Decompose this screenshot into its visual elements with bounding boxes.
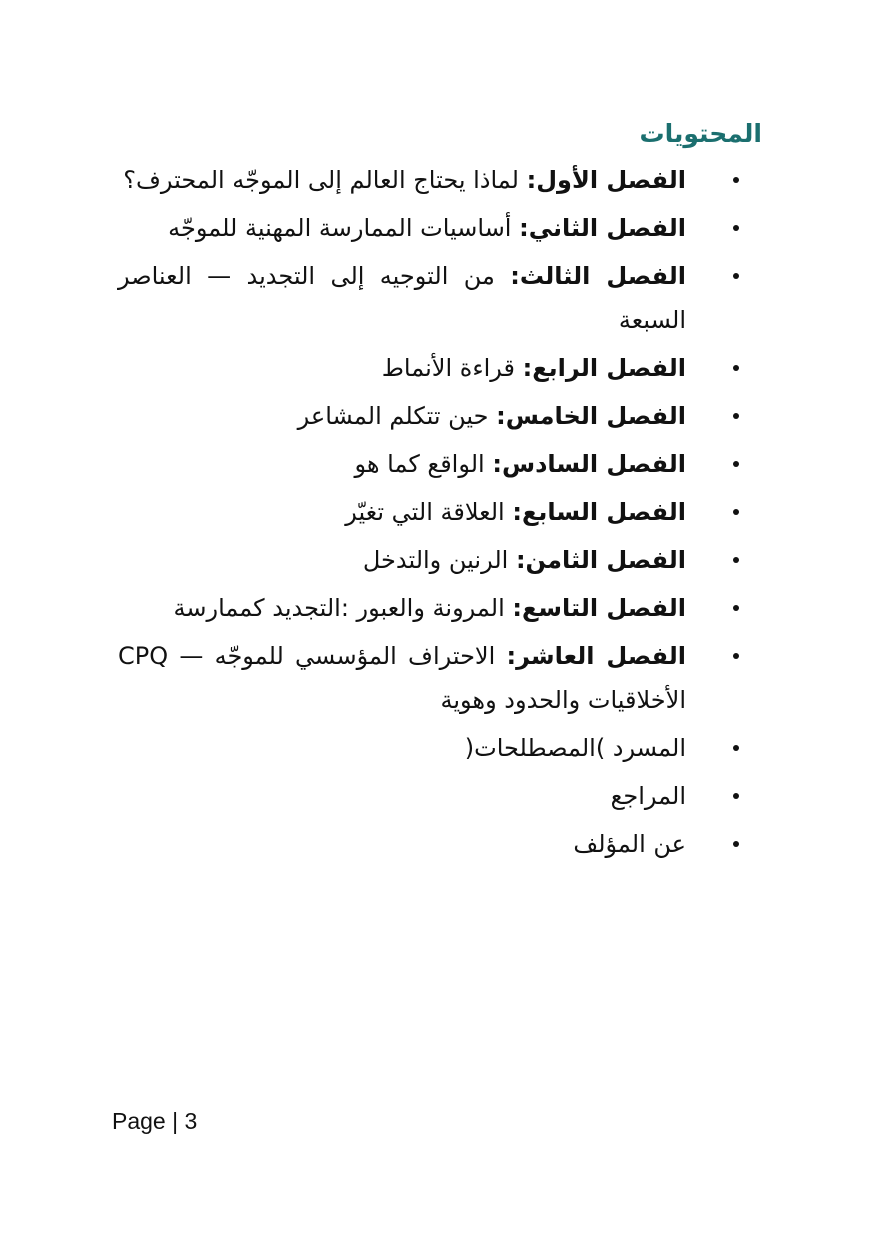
bullet-icon bbox=[732, 442, 740, 486]
toc-item-chapter-5 bbox=[112, 394, 762, 438]
chapter-title: لماذا يحتاج العالم إلى الموجّه المحترف؟ bbox=[123, 166, 519, 194]
bullet-icon bbox=[732, 490, 740, 534]
toc-item-chapter-10 bbox=[112, 634, 762, 722]
chapter-title: قراءة الأنماط bbox=[381, 354, 516, 382]
chapter-label: الفصل الثاني: bbox=[519, 214, 686, 242]
toc-item-chapter-4 bbox=[112, 346, 762, 390]
section-title: المراجع bbox=[610, 782, 686, 810]
chapter-label: الفصل الخامس: bbox=[496, 402, 686, 430]
bullet-icon bbox=[732, 634, 740, 678]
toc-item-chapter-7 bbox=[112, 490, 762, 534]
chapter-title: المرونة والعبور :التجديد كممارسة bbox=[173, 594, 505, 622]
toc-item-references bbox=[112, 774, 762, 818]
chapter-label: الفصل السابع: bbox=[512, 498, 686, 526]
toc-item-chapter-3 bbox=[112, 254, 762, 342]
table-of-contents bbox=[112, 112, 762, 870]
bullet-icon bbox=[732, 346, 740, 390]
toc-item-chapter-9 bbox=[112, 586, 762, 630]
chapter-label: الفصل العاشر: bbox=[506, 642, 686, 670]
chapter-title: الواقع كما هو bbox=[354, 450, 485, 478]
chapter-title: الاحتراف المؤسسي للموجّه — CPQ الأخلاقيات والحدود وهوية bbox=[118, 642, 686, 714]
toc-item-glossary bbox=[112, 726, 762, 770]
page-number: Page | 3 bbox=[112, 1108, 198, 1134]
toc-title: المحتويات bbox=[639, 119, 762, 148]
toc-item-chapter-8 bbox=[112, 538, 762, 582]
section-title: عن المؤلف bbox=[573, 830, 686, 858]
chapter-label: الفصل التاسع: bbox=[512, 594, 686, 622]
chapter-label: الفصل الثامن: bbox=[515, 546, 686, 574]
chapter-title: أساسيات الممارسة المهنية للموجّه bbox=[168, 214, 512, 242]
section-title: المسرد )المصطلحات( bbox=[464, 734, 686, 762]
bullet-icon bbox=[732, 158, 740, 202]
chapter-label: الفصل الثالث: bbox=[510, 262, 686, 290]
bullet-icon bbox=[732, 206, 740, 250]
bullet-icon bbox=[732, 254, 740, 298]
toc-item-chapter-2 bbox=[112, 206, 762, 250]
chapter-title: العلاقة التي تغيّر bbox=[345, 498, 505, 526]
bullet-icon bbox=[732, 394, 740, 438]
bullet-icon bbox=[732, 538, 740, 582]
chapter-label: الفصل الأول: bbox=[526, 166, 686, 194]
toc-list bbox=[112, 158, 762, 866]
toc-item-chapter-6 bbox=[112, 442, 762, 486]
chapter-title: حين تتكلم المشاعر bbox=[297, 402, 489, 430]
bullet-icon bbox=[732, 726, 740, 770]
bullet-icon bbox=[732, 774, 740, 818]
bullet-icon bbox=[732, 586, 740, 630]
chapter-title: الرنين والتدخل bbox=[362, 546, 509, 574]
chapter-label: الفصل السادس: bbox=[492, 450, 686, 478]
chapter-title: من التوجيه إلى التجديد — العناصر السبعة bbox=[118, 262, 686, 334]
bullet-icon bbox=[732, 822, 740, 866]
toc-item-about-author bbox=[112, 822, 762, 866]
chapter-label: الفصل الرابع: bbox=[522, 354, 686, 382]
toc-item-chapter-1 bbox=[112, 158, 762, 202]
